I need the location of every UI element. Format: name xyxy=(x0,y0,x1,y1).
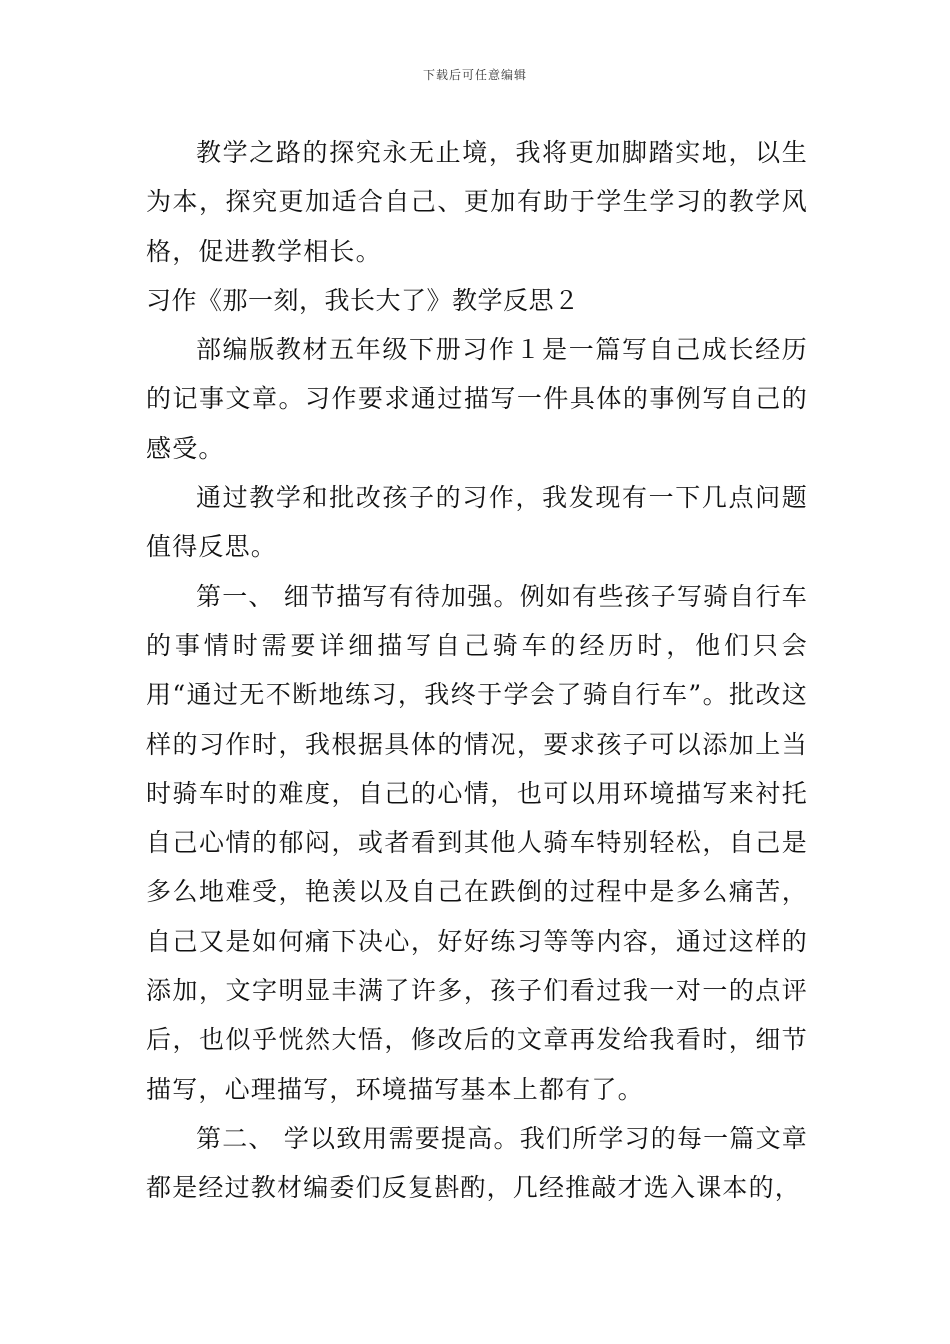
paragraph-intro: 部编版教材五年级下册习作１是一篇写自己成长经历的记事文章。习作要求通过描写一件具体的事例写自己的感受。 xyxy=(146,335,808,463)
page-header: 下载后可任意编辑 xyxy=(422,68,527,82)
paragraph-conclusion: 教学之路的探究永无止境，我将更加脚踏实地，以生为本，探究更加适合自己、更加有助于学生学习的教学风格，促进教学相长。 xyxy=(146,138,808,266)
paragraph-point-two: 第二、 学以致用需要提高。我们所学习的每一篇文章都是经过教材编委们反复斟酌，几经推敲才选入课本的， xyxy=(146,1123,808,1203)
paragraph-point-one: 第一、 细节描写有待加强。例如有些孩子写骑自行车的事情时需要详细描写自己骑车的经历时，他们只会用“通过无不断地练习，我终于学会了骑自行车”。批改这样的习作时，我根据具体的情况，要求孩子可以添加上当时骑车时的难度，自己的心情，也可以用环境描写来衬托自己心情的郁闷，或者看到其他人骑车特别轻松，自己是多么地难受，艳羡以及自己在跌倒的过程中是多么痛苦，自己又是如何痛下决心，好好练习等等内容，通过这样的添加，文字明显丰满了许多，孩子们看过我一对一的点评后，也似乎恍然大悟，修改后的文章再发给我看时，细节描写，心理描写，环境描写基本上都有了。 xyxy=(146,581,808,1104)
section-title: 习作《那一刻，我长大了》教学反思２ xyxy=(146,285,580,315)
paragraph-reflection: 通过教学和批改孩子的习作，我发现有一下几点问题值得反思。 xyxy=(146,483,808,562)
document-body xyxy=(146,128,808,1213)
